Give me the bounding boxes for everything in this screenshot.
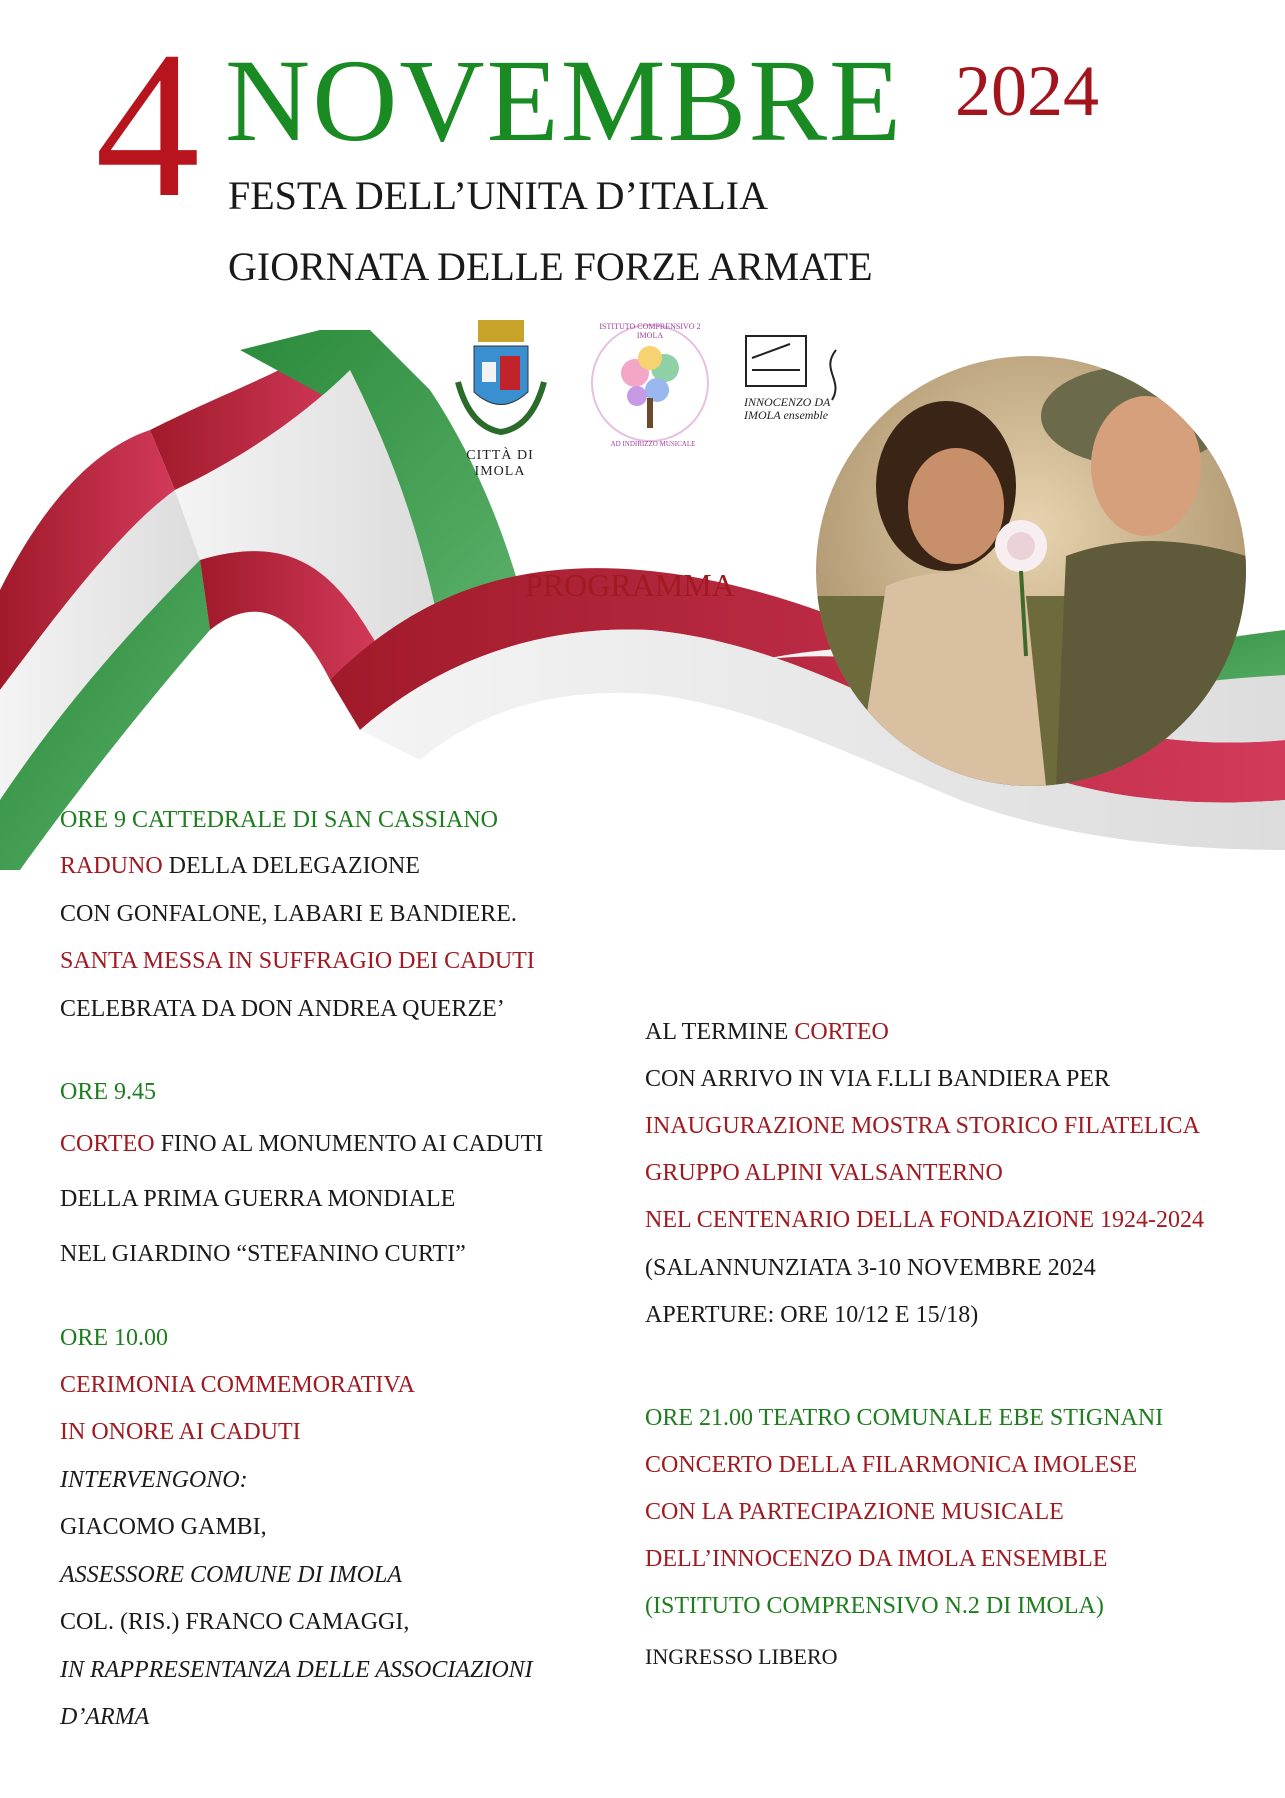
imola-caption: CITTÀ DI IMOLA [466, 448, 534, 479]
r2-line2: CONCERTO DELLA FILARMONICA IMOLESE [645, 1452, 1138, 1478]
s1-raduno-rest: DELLA DELEGAZIONE [162, 853, 420, 879]
subtitle-giornata: GIORNATA DELLE FORZE ARMATE [228, 244, 873, 289]
s2-line3: DELLA PRIMA GUERRA MONDIALE [60, 1186, 456, 1212]
year-title: 2024 [955, 51, 1099, 131]
s3-line4: INTERVENGONO: [60, 1467, 248, 1493]
r2-line5: (ISTITUTO COMPRENSIVO N.2 DI IMOLA) [645, 1593, 1104, 1619]
r1-line6: (SALANNUNZIATA 3-10 NOVEMBRE 2024 [645, 1255, 1096, 1281]
r1-line3: INAUGURAZIONE MOSTRA STORICO FILATELICA [645, 1113, 1200, 1139]
r1-line2: CON ARRIVO IN VIA F.LLI BANDIERA PER [645, 1066, 1110, 1092]
r2-line4: DELL’INNOCENZO DA IMOLA ENSEMBLE [645, 1546, 1108, 1572]
s1-raduno-line [60, 854, 420, 878]
r2-line1: ORE 21.00 TEATRO COMUNALE EBE STIGNANI [645, 1405, 1164, 1431]
s1-line5: CELEBRATA DA DON ANDREA QUERZE’ [60, 996, 505, 1022]
s1-raduno: RADUNO [60, 853, 163, 879]
day-number: 4 [95, 9, 200, 241]
r1-line1 [645, 1020, 889, 1044]
s2-line4: NEL GIARDINO “STEFANINO CURTI” [60, 1241, 466, 1267]
ensemble-logo [740, 330, 860, 450]
girl-soldier-photo [816, 356, 1246, 786]
s3-line7: COL. (RIS.) FRANCO CAMAGGI, [60, 1609, 410, 1635]
s3-line6: ASSESSORE COMUNE DI IMOLA [60, 1562, 402, 1588]
crest-icon [440, 312, 560, 442]
s1-line3: CON GONFALONE, LABARI E BANDIERE. [60, 901, 517, 927]
r1-line7: APERTURE: ORE 10/12 E 15/18) [645, 1302, 979, 1328]
s2-corteo-rest: FINO AL MONUMENTO AI CADUTI [154, 1131, 544, 1157]
s2-time: ORE 9.45 [60, 1079, 156, 1105]
s2-corteo-line [60, 1132, 543, 1156]
s1-line4: SANTA MESSA IN SUFFRAGIO DEI CADUTI [60, 948, 535, 974]
r1-prefix: AL TERMINE [645, 1019, 795, 1045]
r2-line6: INGRESSO LIBERO [645, 1644, 838, 1669]
s3-time: ORE 10.00 [60, 1325, 168, 1351]
s2-corteo: CORTEO [60, 1131, 155, 1157]
s3-line5: GIACOMO GAMBI, [60, 1514, 267, 1540]
s3-line3: IN ONORE AI CADUTI [60, 1419, 301, 1445]
s3-line8: IN RAPPRESENTANZA DELLE ASSOCIAZIONI [60, 1657, 533, 1683]
s1-time: ORE 9 CATTEDRALE DI SAN CASSIANO [60, 807, 499, 833]
r2-line3: CON LA PARTECIPAZIONE MUSICALE [645, 1499, 1064, 1525]
s3-line9: D’ARMA [60, 1704, 150, 1730]
school-subtext: AD INDIRIZZO MUSICALE [610, 440, 696, 448]
month-title: NOVEMBRE [225, 35, 904, 166]
r1-line4: GRUPPO ALPINI VALSANTERNO [645, 1160, 1003, 1186]
r1-line5: NEL CENTENARIO DELLA FONDAZIONE 1924-2024 [645, 1207, 1205, 1233]
school-text: ISTITUTO COMPRENSIVO 2 IMOLA [599, 322, 701, 340]
programma-title: PROGRAMMA [525, 567, 735, 603]
ensemble-text: INNOCENZO DA IMOLA ensemble [744, 395, 831, 423]
subtitle-festa: FESTA DELL’UNITA D’ITALIA [228, 173, 768, 218]
s3-line2: CERIMONIA COMMEMORATIVA [60, 1372, 415, 1398]
r1-corteo: CORTEO [794, 1019, 889, 1045]
imola-crest-logo [440, 312, 560, 479]
